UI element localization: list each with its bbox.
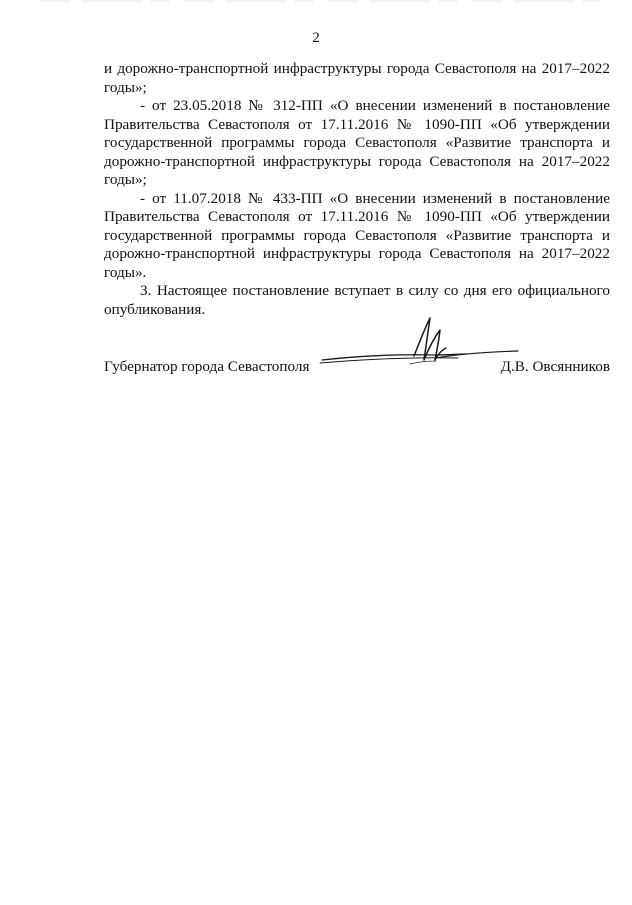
scan-edge-artifact: [40, 0, 600, 2]
signatory-name: Д.В. Овсянников: [500, 358, 610, 375]
paragraph-amendment-312: - от 23.05.2018 № 312-ПП «О внесении изменений в постановление Правительства Севастополя от 17.11.2016 № 1090-ПП «Об утверждении государственной программы города Севастополя «Развитие транспорта и дорожно-транспортной инфраструктуры города Севастополя на 2017–2022 годы»;: [104, 97, 610, 188]
paragraph-amendment-433: - от 11.07.2018 № 433-ПП «О внесении изменений в постановление Правительства Севастополя от 17.11.2016 № 1090-ПП «Об утверждении государственной программы города Севастополя «Развитие транспорта и дорожно-транспортной инфраструктуры города Севастополя на 2017–2022 годы».: [104, 189, 610, 281]
page-number: 2: [312, 30, 320, 46]
paragraph-continuation: и дорожно-транспортной инфраструктуры города Севастополя на 2017–2022 годы»;: [104, 60, 610, 96]
handwritten-signature: [318, 316, 528, 376]
paragraph-effective-clause: 3. Настоящее постановление вступает в силу со дня его официального опубликования.: [104, 282, 610, 318]
document-body: [104, 60, 610, 319]
signatory-title: Губернатор города Севастополя: [104, 358, 310, 375]
